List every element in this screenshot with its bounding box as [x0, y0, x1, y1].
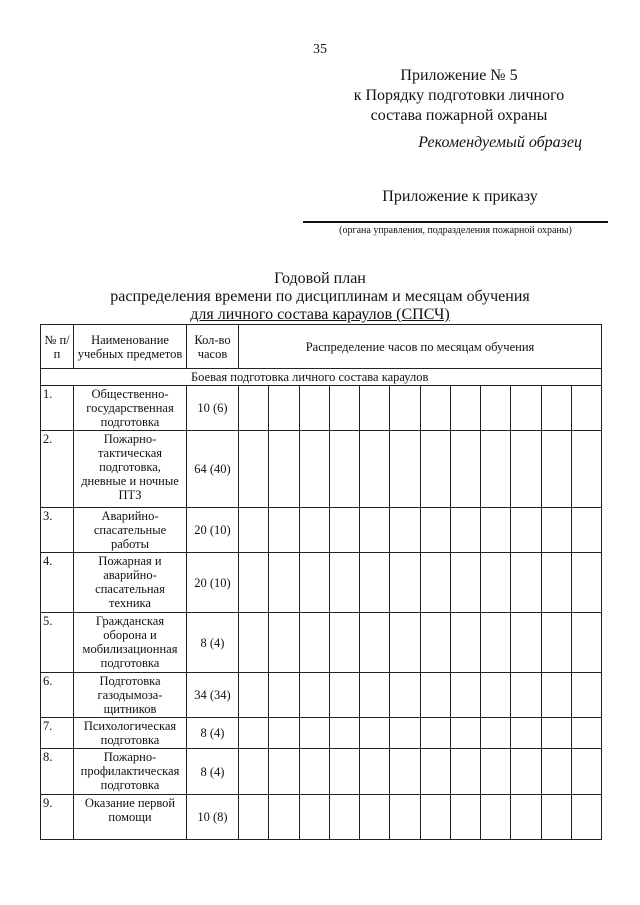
month-cell — [329, 673, 359, 718]
row-number: 1. — [41, 386, 74, 431]
month-cell — [571, 795, 601, 840]
order-appendix-label: Приложение к приказу — [382, 188, 538, 205]
table-row — [41, 749, 602, 795]
month-cell — [239, 673, 269, 718]
month-cell — [571, 718, 601, 749]
row-number: 8. — [41, 749, 74, 795]
month-cell — [360, 553, 390, 613]
month-cell — [299, 795, 329, 840]
signature-caption: (органа управления, подразделения пожарной охраны) — [339, 225, 572, 236]
recommended-sample-label: Рекомендуемый образец — [418, 134, 582, 151]
hours-value: 20 (10) — [187, 508, 239, 553]
month-cell — [329, 718, 359, 749]
month-cell — [571, 508, 601, 553]
header-subject-name: Наименование учебных предметов — [74, 325, 187, 369]
month-cell — [239, 749, 269, 795]
subject-name: Подготовка газодымоза-щитников — [74, 673, 187, 718]
row-number: 6. — [41, 673, 74, 718]
table-row — [41, 386, 602, 431]
subject-name: Пожарно-профилактическая подготовка — [74, 749, 187, 795]
table-row — [41, 431, 602, 508]
month-cell — [239, 508, 269, 553]
plan-title-line-3: для личного состава караулов (СПСЧ) — [190, 306, 450, 323]
month-cell — [511, 749, 541, 795]
hours-value: 10 (6) — [187, 386, 239, 431]
month-cell — [450, 613, 480, 673]
month-cell — [269, 749, 299, 795]
month-cell — [390, 386, 420, 431]
month-cell — [541, 673, 571, 718]
month-cell — [511, 673, 541, 718]
month-cell — [450, 718, 480, 749]
month-cell — [390, 508, 420, 553]
month-cell — [420, 718, 450, 749]
section-row — [41, 369, 602, 386]
month-cell — [329, 795, 359, 840]
subject-name: Оказание первой помощи — [74, 795, 187, 840]
month-cell — [571, 613, 601, 673]
month-cell — [420, 673, 450, 718]
month-cell — [541, 386, 571, 431]
month-cell — [269, 795, 299, 840]
month-cell — [299, 431, 329, 508]
subject-name: Аварийно-спасательные работы — [74, 508, 187, 553]
month-cell — [269, 431, 299, 508]
table-row — [41, 718, 602, 749]
month-cell — [269, 386, 299, 431]
month-cell — [571, 553, 601, 613]
month-cell — [420, 508, 450, 553]
subject-name: Гражданская оборона и мобилизационная подготовка — [74, 613, 187, 673]
row-number: 2. — [41, 431, 74, 508]
month-cell — [390, 553, 420, 613]
subject-name: Психологическая подготовка — [74, 718, 187, 749]
row-number: 9. — [41, 795, 74, 840]
month-cell — [299, 613, 329, 673]
subject-name: Общественно-государственная подготовка — [74, 386, 187, 431]
month-cell — [450, 508, 480, 553]
month-cell — [299, 673, 329, 718]
month-cell — [239, 431, 269, 508]
row-number: 3. — [41, 508, 74, 553]
month-cell — [360, 613, 390, 673]
month-cell — [329, 431, 359, 508]
month-cell — [269, 553, 299, 613]
month-cell — [239, 795, 269, 840]
month-cell — [329, 613, 359, 673]
month-cell — [360, 718, 390, 749]
month-cell — [450, 749, 480, 795]
month-cell — [511, 553, 541, 613]
table-row — [41, 553, 602, 613]
month-cell — [269, 613, 299, 673]
month-cell — [390, 431, 420, 508]
month-cell — [390, 718, 420, 749]
month-cell — [571, 749, 601, 795]
month-cell — [541, 613, 571, 673]
appendix-line-2: к Порядку подготовки личного — [353, 87, 565, 104]
month-cell — [299, 386, 329, 431]
month-cell — [481, 673, 511, 718]
month-cell — [571, 431, 601, 508]
table-row — [41, 508, 602, 553]
plan-table — [40, 324, 602, 840]
month-cell — [329, 386, 359, 431]
month-cell — [450, 431, 480, 508]
row-number: 4. — [41, 553, 74, 613]
month-cell — [299, 718, 329, 749]
month-cell — [481, 508, 511, 553]
month-cell — [481, 386, 511, 431]
hours-value: 8 (4) — [187, 613, 239, 673]
month-cell — [239, 718, 269, 749]
month-cell — [390, 613, 420, 673]
month-cell — [450, 795, 480, 840]
subject-name: Пожарная и аварийно-спасательная техника — [74, 553, 187, 613]
month-cell — [420, 613, 450, 673]
month-cell — [360, 795, 390, 840]
row-number: 5. — [41, 613, 74, 673]
header-monthly-distribution: Распределение часов по месяцам обучения — [239, 325, 602, 369]
month-cell — [420, 431, 450, 508]
row-number: 7. — [41, 718, 74, 749]
month-cell — [239, 386, 269, 431]
month-cell — [481, 431, 511, 508]
month-cell — [481, 718, 511, 749]
month-cell — [269, 673, 299, 718]
month-cell — [360, 749, 390, 795]
table-row — [41, 613, 602, 673]
signature-line — [303, 221, 608, 223]
month-cell — [571, 673, 601, 718]
month-cell — [329, 749, 359, 795]
plan-title-line-1: Годовой план — [274, 270, 366, 287]
month-cell — [360, 386, 390, 431]
month-cell — [511, 431, 541, 508]
month-cell — [481, 795, 511, 840]
month-cell — [450, 553, 480, 613]
month-cell — [541, 508, 571, 553]
month-cell — [360, 431, 390, 508]
month-cell — [420, 386, 450, 431]
month-cell — [299, 749, 329, 795]
month-cell — [481, 749, 511, 795]
plan-title-line-2: распределения времени по дисциплинам и месяцам обучения — [110, 288, 530, 305]
page-number: 35 — [313, 42, 327, 57]
month-cell — [239, 613, 269, 673]
hours-value: 34 (34) — [187, 673, 239, 718]
table-row — [41, 795, 602, 840]
header-hours: Кол-во часов — [187, 325, 239, 369]
month-cell — [450, 673, 480, 718]
month-cell — [329, 508, 359, 553]
month-cell — [511, 386, 541, 431]
month-cell — [481, 613, 511, 673]
month-cell — [329, 553, 359, 613]
month-cell — [299, 508, 329, 553]
month-cell — [269, 718, 299, 749]
month-cell — [541, 749, 571, 795]
table-row — [41, 673, 602, 718]
month-cell — [571, 386, 601, 431]
month-cell — [420, 795, 450, 840]
month-cell — [360, 673, 390, 718]
appendix-line-3: состава пожарной охраны — [370, 107, 548, 124]
hours-value: 8 (4) — [187, 749, 239, 795]
appendix-heading — [334, 66, 584, 126]
month-cell — [390, 795, 420, 840]
subject-name: Пожарно-тактическая подготовка, дневные и ночные ПТЗ — [74, 431, 187, 508]
month-cell — [541, 795, 571, 840]
table-header-row — [41, 325, 602, 369]
month-cell — [541, 718, 571, 749]
hours-value: 64 (40) — [187, 431, 239, 508]
month-cell — [420, 749, 450, 795]
month-cell — [541, 553, 571, 613]
month-cell — [420, 553, 450, 613]
month-cell — [511, 718, 541, 749]
section-title: Боевая подготовка личного состава караулов — [41, 369, 602, 386]
month-cell — [511, 613, 541, 673]
month-cell — [269, 508, 299, 553]
month-cell — [360, 508, 390, 553]
month-cell — [299, 553, 329, 613]
hours-value: 10 (8) — [187, 795, 239, 840]
hours-value: 20 (10) — [187, 553, 239, 613]
plan-title — [0, 270, 640, 324]
month-cell — [511, 508, 541, 553]
month-cell — [390, 749, 420, 795]
month-cell — [481, 553, 511, 613]
month-cell — [511, 795, 541, 840]
appendix-line-1: Приложение № 5 — [400, 67, 518, 84]
header-number: № п/п — [41, 325, 74, 369]
month-cell — [239, 553, 269, 613]
month-cell — [541, 431, 571, 508]
month-cell — [450, 386, 480, 431]
hours-value: 8 (4) — [187, 718, 239, 749]
month-cell — [390, 673, 420, 718]
